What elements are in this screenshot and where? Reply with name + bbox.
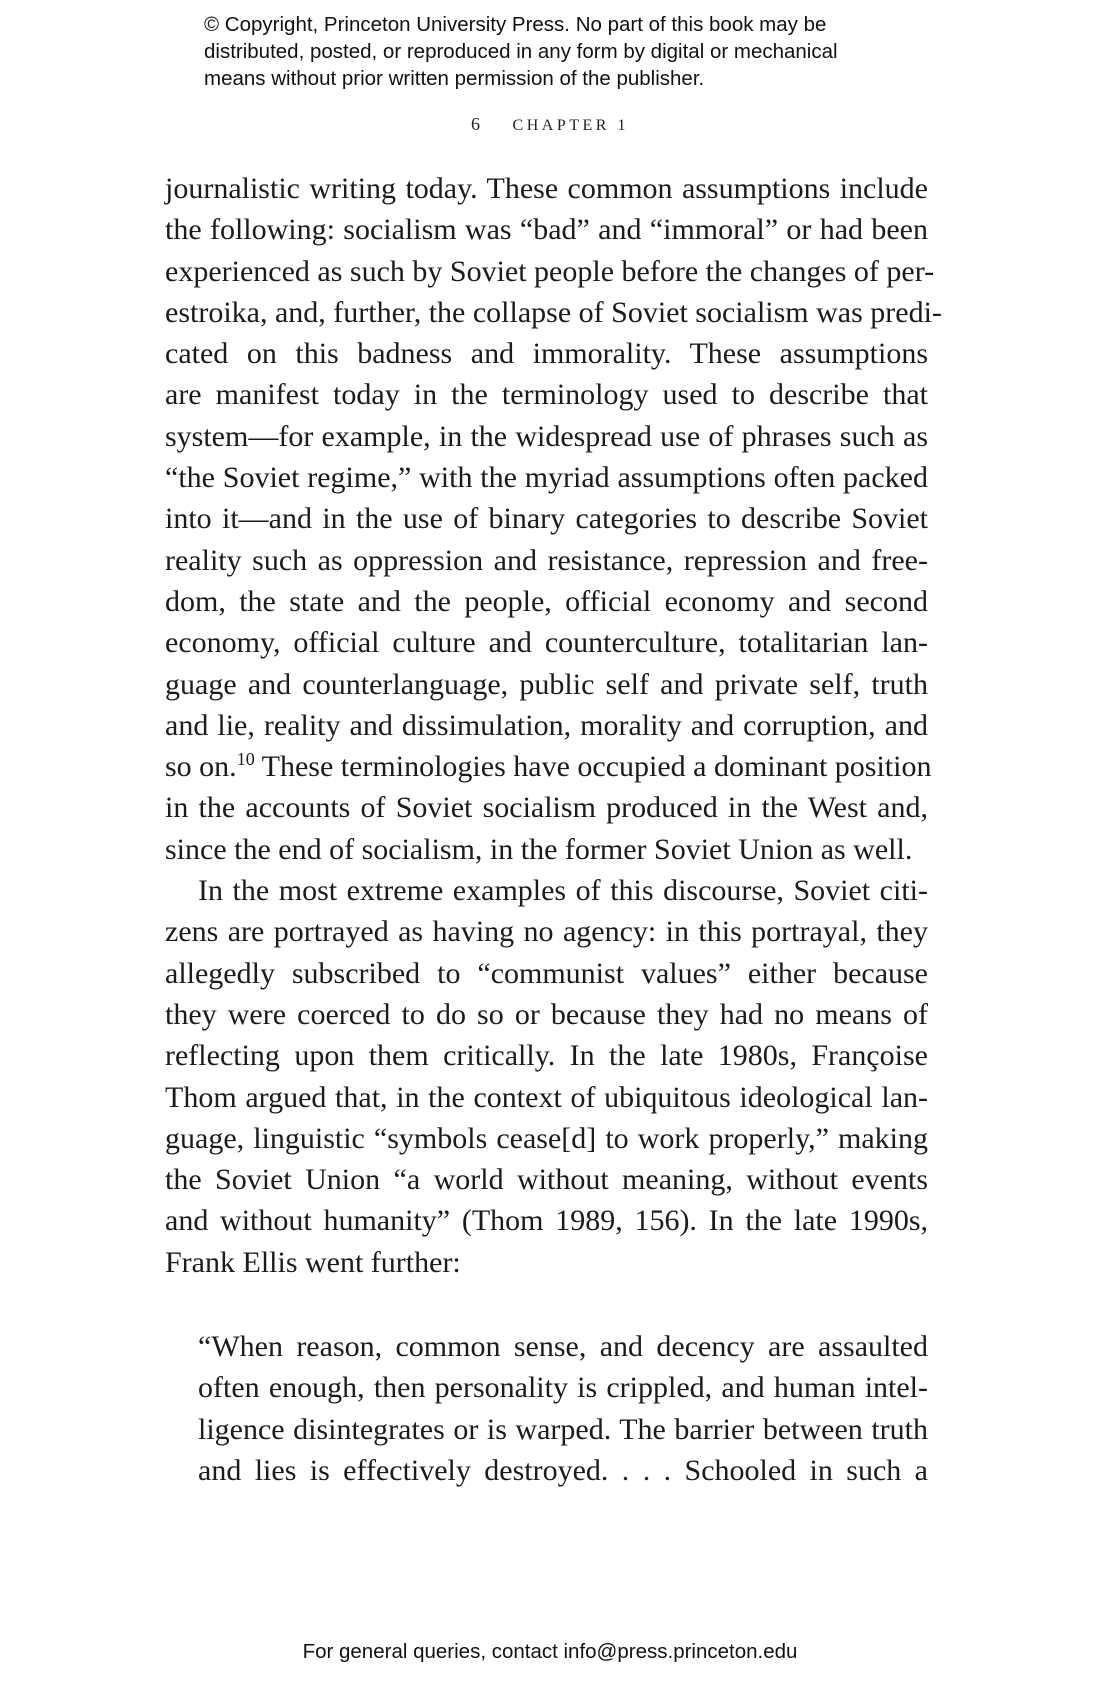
text-line: cated on this badness and immorality. These assumptions bbox=[165, 337, 928, 371]
text-line: journalistic writing today. These common assumptions include bbox=[165, 172, 928, 205]
text-line: Frank Ellis went further: bbox=[165, 1245, 461, 1279]
text-line: dom, the state and the people, official economy and second bbox=[165, 584, 928, 618]
copyright-line: © Copyright, Princeton University Press. No part of this book may be bbox=[204, 13, 827, 36]
footnote-marker[interactable]: 10 bbox=[236, 749, 255, 770]
footnote-line bbox=[165, 746, 932, 787]
text-line: into it—and in the use of binary categories to describe Soviet bbox=[165, 502, 928, 536]
footnote-line-after: These terminologies have occupied a dominant position bbox=[254, 750, 932, 784]
text-line: reflecting upon them critically. In the late 1980s, Françoise bbox=[165, 1039, 928, 1073]
copyright-line: distributed, posted, or reproduced in any form by digital or mechanical bbox=[204, 40, 838, 63]
quote-line: ligence disintegrates or is warped. The barrier between truth bbox=[198, 1412, 928, 1446]
quote-line: and lies is effectively destroyed. . . . Schooled in such a bbox=[198, 1453, 928, 1487]
text-line: estroika, and, further, the collapse of Soviet socialism was predi- bbox=[165, 295, 942, 329]
text-line: and lie, reality and dissimulation, morality and corruption, and bbox=[165, 708, 928, 742]
text-line: zens are portrayed as having no agency: in this portrayal, they bbox=[165, 915, 928, 949]
text-line: allegedly subscribed to “communist values” either because bbox=[165, 956, 928, 990]
copyright-notice bbox=[204, 11, 924, 92]
text-line: the following: socialism was “bad” and “immoral” or had been bbox=[165, 213, 928, 247]
footer-contact: For general queries, contact info@press.princeton.edu bbox=[302, 1640, 798, 1663]
chapter-label: CHAPTER 1 bbox=[512, 117, 629, 134]
text-line: “the Soviet regime,” with the myriad assumptions often packed bbox=[165, 461, 928, 495]
text-line: the Soviet Union “a world without meaning, without events bbox=[165, 1163, 928, 1197]
text-line: reality such as oppression and resistance, repression and free- bbox=[165, 543, 928, 577]
block-quote bbox=[198, 1326, 928, 1491]
text-line: since the end of socialism, in the former Soviet Union as well. bbox=[165, 832, 913, 866]
text-line: and without humanity” (Thom 1989, 156). In the late 1990s, bbox=[165, 1204, 928, 1238]
text-line: Thom argued that, in the context of ubiquitous ideological lan- bbox=[165, 1080, 928, 1114]
running-head bbox=[0, 114, 1100, 135]
quote-line: “When reason, common sense, and decency are assaulted bbox=[198, 1330, 928, 1363]
text-line: In the most extreme examples of this discourse, Soviet citi- bbox=[198, 874, 928, 908]
text-line: economy, official culture and counterculture, totalitarian lan- bbox=[165, 626, 928, 660]
copyright-line: means without prior written permission of the publisher. bbox=[204, 67, 705, 90]
text-line: guage, linguistic “symbols cease[d] to work properly,” making bbox=[165, 1121, 928, 1155]
text-line: in the accounts of Soviet socialism produced in the West and, bbox=[165, 791, 928, 825]
quote-line: often enough, then personality is crippled, and human intel- bbox=[198, 1371, 928, 1405]
text-line: guage and counterlanguage, public self and private self, truth bbox=[165, 667, 928, 701]
text-line: experienced as such by Soviet people before the changes of per- bbox=[165, 254, 935, 288]
page-number: 6 bbox=[471, 114, 484, 134]
footnote-line-before: so on. bbox=[165, 750, 237, 784]
text-line: are manifest today in the terminology used to describe that bbox=[165, 378, 928, 412]
text-line: system—for example, in the widespread use of phrases such as bbox=[165, 419, 928, 453]
text-line: they were coerced to do so or because they had no means of bbox=[165, 997, 928, 1031]
body-text bbox=[165, 168, 942, 1283]
